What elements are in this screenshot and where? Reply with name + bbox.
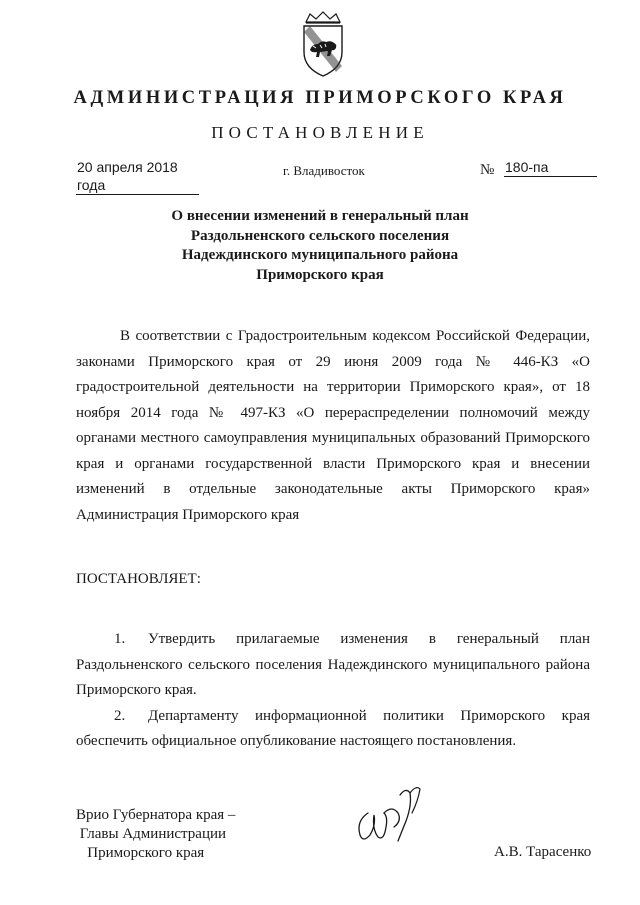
document-title [0, 207, 640, 285]
resolve-heading: ПОСТАНОВЛЯЕТ: [76, 571, 201, 587]
handwritten-signature-icon [348, 783, 430, 855]
preamble [76, 324, 590, 528]
signatory-title-line: Главы Администрации [76, 826, 227, 842]
item-text: Утвердить прилагаемые изменения в генеральный план Раздольненского сельского поселения Надеждинского муниципального района Приморского края. [76, 631, 590, 698]
preamble-text: В соответствии с Градостроительным кодексом Российской Федерации, законами Приморского края от 29 июня 2009 года № 446-КЗ «О градостроительной деятельности на территории Приморского края», от 18 ноября 2014 года № 497-КЗ «О перераспределении полномочий между органами местного самоуправления муниципальных образований Приморского края и органами государственной власти Приморского края и внесении изменений в отдельные законодательные акты Приморского края» Администрация Приморского края [76, 328, 590, 523]
agency-name: АДМИНИСТРАЦИЯ ПРИМОРСКОГО КРАЯ [73, 88, 567, 108]
coat-of-arms-icon [296, 10, 350, 80]
item-text: Департаменту информационной политики Приморского края обеспечить официальное опубликование настоящего постановления. [76, 707, 590, 749]
title-line: О внесении изменений в генеральный план [171, 208, 469, 224]
signatory-title-line: Врио Губернатора края – [76, 807, 236, 823]
item-number: 2. [114, 707, 126, 724]
title-line: Раздольненского сельского поселения [190, 227, 450, 244]
document-type: ПОСТАНОВЛЕНИЕ [211, 123, 429, 142]
document-number: 180-па [504, 158, 597, 177]
document-city: г. Владивосток [283, 163, 365, 178]
resolution-items [76, 627, 590, 755]
signatory-name: А.В. Тарасенко [494, 844, 592, 860]
title-line: Надеждинского муниципального района [181, 247, 459, 263]
number-sign: № [480, 162, 495, 178]
item-number: 1. [114, 631, 126, 647]
document-date: 20 апреля 2018 года [76, 158, 199, 195]
signatory-title-line: Приморского края [76, 845, 205, 861]
resolution-item [76, 704, 590, 755]
resolution-item [76, 627, 590, 704]
title-line: Приморского края [256, 266, 384, 283]
signatory-title [76, 806, 235, 863]
